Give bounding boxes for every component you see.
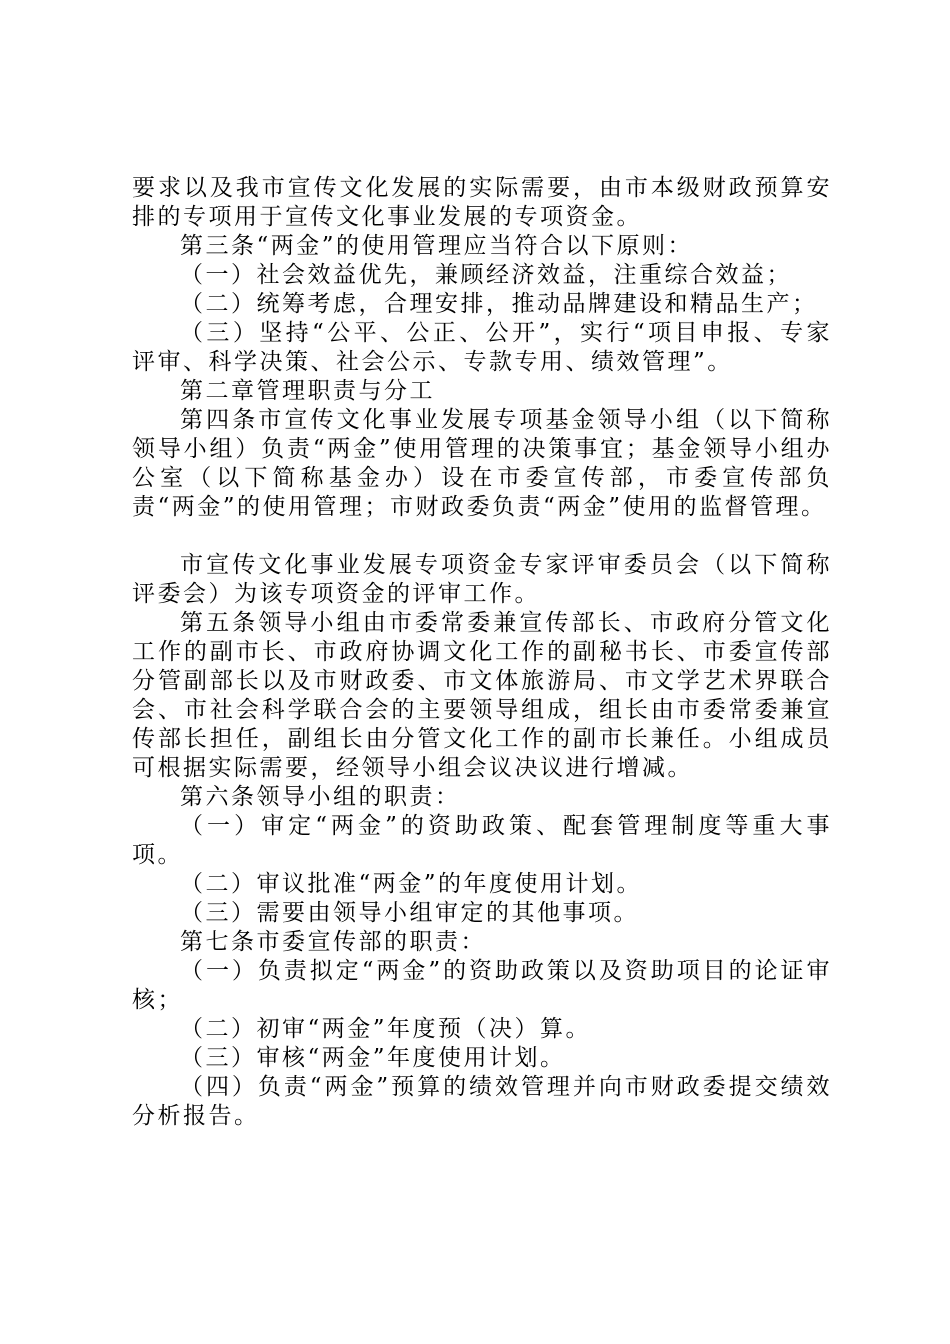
paragraph-article-7: 第七条市委宣传部的职责： [180, 929, 486, 955]
paragraph-article-4: 第四条市宣传文化事业发展专项基金领导小组（以下简称领导小组）负责“两金”使用管理的决策事宜；基金领导小组办公室（以下简称基金办）设在市委宣传部，市委宣传部负责“两金”的使用管理；市财政委负责“两金”使用的监督管理。 [132, 407, 832, 520]
document-body [132, 174, 832, 1131]
paragraph-duty-6-2: （二）审议批准“两金”的年度使用计划。 [180, 871, 643, 897]
paragraph-review-committee: 市宣传文化事业发展专项资金专家评审委员会（以下简称评委会）为该专项资金的评审工作。 [132, 552, 832, 607]
paragraph-duty-6-3: （三）需要由领导小组审定的其他事项。 [180, 900, 639, 926]
paragraph-principle-1: （一）社会效益优先，兼顾经济效益，注重综合效益； [180, 262, 792, 288]
paragraph-article-6: 第六条领导小组的职责： [180, 784, 461, 810]
paragraph-duty-7-2: （二）初审“两金”年度预（决）算。 [180, 1016, 592, 1042]
paragraph-1: 要求以及我市宣传文化发展的实际需要，由市本级财政预算安排的专项用于宣传文化事业发展的专项资金。 [132, 175, 832, 230]
paragraph-duty-7-1: （一）负责拟定“两金”的资助政策以及资助项目的论证审核； [132, 958, 832, 1013]
paragraph-article-5: 第五条领导小组由市委常委兼宣传部长、市政府分管文化工作的副市长、市政府协调文化工作的副秘书长、市委宣传部分管副部长以及市财政委、市文体旅游局、市文学艺术界联合会、市社会科学联合会的主要领导组成，组长由市委常委兼宣传部长担任，副组长由分管文化工作的副市长兼任。小组成员可根据实际需要，经领导小组会议决议进行增减。 [132, 610, 832, 781]
paragraph-duty-7-3: （三）审核“两金”年度使用计划。 [180, 1045, 566, 1071]
paragraph-principle-2: （二）统筹考虑，合理安排，推动品牌建设和精品生产； [180, 291, 818, 317]
paragraph-article-3: 第三条“两金”的使用管理应当符合以下原则： [180, 233, 694, 259]
paragraph-gap [132, 522, 832, 551]
paragraph-duty-7-4: （四）负责“两金”预算的绩效管理并向市财政委提交绩效分析报告。 [132, 1074, 832, 1129]
paragraph-principle-3: （三）坚持“公平、公正、公开”，实行“项目申报、专家评审、科学决策、社会公示、专款专用、绩效管理”。 [132, 320, 832, 375]
paragraph-duty-6-1: （一）审定“两金”的资助政策、配套管理制度等重大事项。 [132, 813, 832, 868]
chapter-2-heading: 第二章管理职责与分工 [180, 378, 435, 404]
